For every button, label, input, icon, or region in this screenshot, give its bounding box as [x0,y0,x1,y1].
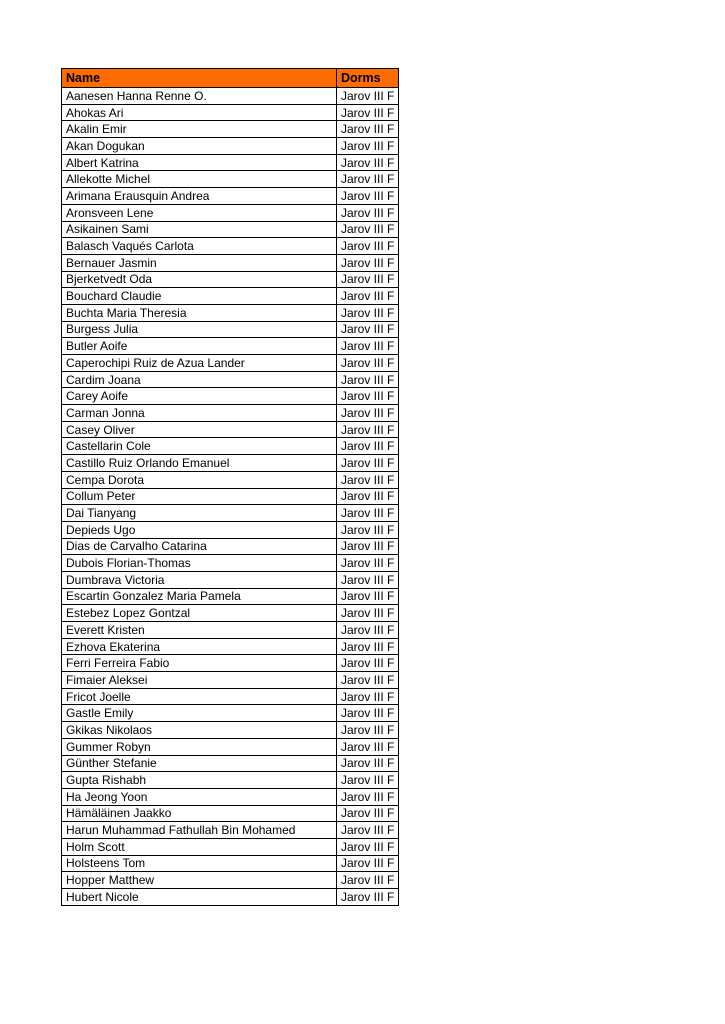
table-row [62,588,399,605]
table-row [62,88,399,105]
table-row [62,455,399,472]
name-cell: Akan Dogukan [62,138,337,155]
dorm-cell: Jarov III F [337,438,399,455]
name-cell: Gkikas Nikolaos [62,722,337,739]
dorm-cell: Jarov III F [337,338,399,355]
table-row [62,288,399,305]
table-row [62,872,399,889]
dorm-cell: Jarov III F [337,188,399,205]
dorm-cell: Jarov III F [337,138,399,155]
dorm-cell: Jarov III F [337,471,399,488]
name-cell: Hubert Nicole [62,889,337,906]
name-cell: Collum Peter [62,488,337,505]
dorm-cell: Jarov III F [337,104,399,121]
name-cell: Hopper Matthew [62,872,337,889]
table-row [62,788,399,805]
dorm-cell: Jarov III F [337,388,399,405]
dorm-cell: Jarov III F [337,838,399,855]
name-cell: Holm Scott [62,838,337,855]
name-cell: Gastle Emily [62,705,337,722]
dorm-cell: Jarov III F [337,288,399,305]
table-row [62,855,399,872]
name-cell: Dubois Florian-Thomas [62,555,337,572]
table-row [62,488,399,505]
dorm-cell: Jarov III F [337,171,399,188]
table-row [62,638,399,655]
table-row [62,254,399,271]
name-cell: Gupta Rishabh [62,772,337,789]
table-row [62,521,399,538]
table-row [62,622,399,639]
table-row [62,555,399,572]
dorm-cell: Jarov III F [337,655,399,672]
name-cell: Harun Muhammad Fathullah Bin Mohamed [62,822,337,839]
table-row [62,304,399,321]
dorm-roster-table [61,68,399,906]
dorm-cell: Jarov III F [337,588,399,605]
dorm-cell: Jarov III F [337,405,399,422]
dorm-cell: Jarov III F [337,204,399,221]
name-cell: Dai Tianyang [62,505,337,522]
name-cell: Fricot Joelle [62,688,337,705]
dorm-cell: Jarov III F [337,638,399,655]
dorm-cell: Jarov III F [337,304,399,321]
name-cell: Gummer Robyn [62,738,337,755]
table-row [62,388,399,405]
dorm-cell: Jarov III F [337,271,399,288]
name-cell: Dias de Carvalho Catarina [62,538,337,555]
name-cell: Bouchard Claudie [62,288,337,305]
name-cell: Estebez Lopez Gontzal [62,605,337,622]
dorm-cell: Jarov III F [337,238,399,255]
dorm-cell: Jarov III F [337,321,399,338]
dorm-cell: Jarov III F [337,889,399,906]
dorm-cell: Jarov III F [337,88,399,105]
name-cell: Fimaier Aleksei [62,672,337,689]
table-row [62,238,399,255]
table-row [62,221,399,238]
table-row [62,755,399,772]
dorm-cell: Jarov III F [337,505,399,522]
name-cell: Holsteens Tom [62,855,337,872]
name-cell: Arimana Erausquin Andrea [62,188,337,205]
name-cell: Hämäläinen Jaakko [62,805,337,822]
dorm-cell: Jarov III F [337,455,399,472]
name-cell: Casey Oliver [62,421,337,438]
name-cell: Bernauer Jasmin [62,254,337,271]
table-row [62,538,399,555]
table-row [62,738,399,755]
dorm-cell: Jarov III F [337,355,399,372]
table-row [62,338,399,355]
name-cell: Ha Jeong Yoon [62,788,337,805]
table-row [62,571,399,588]
dorm-cell: Jarov III F [337,571,399,588]
dorm-cell: Jarov III F [337,822,399,839]
table-row [62,672,399,689]
dorm-cell: Jarov III F [337,605,399,622]
table-row [62,171,399,188]
name-cell: Caperochipi Ruiz de Azua Lander [62,355,337,372]
name-cell: Burgess Julia [62,321,337,338]
table-row [62,371,399,388]
table-row [62,605,399,622]
column-header-name: Name [62,69,337,88]
table-row [62,705,399,722]
dorm-cell: Jarov III F [337,154,399,171]
name-cell: Everett Kristen [62,622,337,639]
name-cell: Ezhova Ekaterina [62,638,337,655]
dorm-cell: Jarov III F [337,722,399,739]
name-cell: Albert Katrina [62,154,337,171]
name-cell: Aanesen Hanna Renne O. [62,88,337,105]
table-row [62,655,399,672]
table-row [62,505,399,522]
table-row [62,688,399,705]
dorm-cell: Jarov III F [337,254,399,271]
name-cell: Escartin Gonzalez Maria Pamela [62,588,337,605]
table-row [62,889,399,906]
column-header-dorms: Dorms [337,69,399,88]
table-body [62,88,399,906]
dorm-cell: Jarov III F [337,788,399,805]
name-cell: Günther Stefanie [62,755,337,772]
table-row [62,188,399,205]
dorm-cell: Jarov III F [337,555,399,572]
name-cell: Depieds Ugo [62,521,337,538]
dorm-cell: Jarov III F [337,488,399,505]
dorm-cell: Jarov III F [337,622,399,639]
table-row [62,355,399,372]
name-cell: Ahokas Ari [62,104,337,121]
table-row [62,471,399,488]
dorm-cell: Jarov III F [337,805,399,822]
dorm-cell: Jarov III F [337,371,399,388]
table-row [62,722,399,739]
table-row [62,321,399,338]
name-cell: Cempa Dorota [62,471,337,488]
dorm-cell: Jarov III F [337,221,399,238]
name-cell: Ferri Ferreira Fabio [62,655,337,672]
name-cell: Buchta Maria Theresia [62,304,337,321]
dorm-cell: Jarov III F [337,688,399,705]
name-cell: Aronsveen Lene [62,204,337,221]
table-row [62,438,399,455]
name-cell: Allekotte Michel [62,171,337,188]
header-row [62,69,399,88]
name-cell: Balasch Vaqués Carlota [62,238,337,255]
table-row [62,772,399,789]
name-cell: Carman Jonna [62,405,337,422]
dorm-cell: Jarov III F [337,872,399,889]
dorm-cell: Jarov III F [337,121,399,138]
dorm-cell: Jarov III F [337,538,399,555]
table-row [62,271,399,288]
name-cell: Dumbrava Victoria [62,571,337,588]
table-row [62,154,399,171]
dorm-cell: Jarov III F [337,738,399,755]
name-cell: Castillo Ruiz Orlando Emanuel [62,455,337,472]
table-row [62,138,399,155]
name-cell: Carey Aoife [62,388,337,405]
table-row [62,405,399,422]
table-row [62,805,399,822]
dorm-cell: Jarov III F [337,672,399,689]
dorm-cell: Jarov III F [337,855,399,872]
name-cell: Bjerketvedt Oda [62,271,337,288]
name-cell: Castellarin Cole [62,438,337,455]
name-cell: Butler Aoife [62,338,337,355]
name-cell: Akalin Emir [62,121,337,138]
table-row [62,838,399,855]
name-cell: Cardim Joana [62,371,337,388]
table-row [62,421,399,438]
dorm-cell: Jarov III F [337,521,399,538]
dorm-cell: Jarov III F [337,755,399,772]
name-cell: Asikainen Sami [62,221,337,238]
dorm-cell: Jarov III F [337,772,399,789]
table-row [62,121,399,138]
table-row [62,204,399,221]
table-row [62,822,399,839]
table-row [62,104,399,121]
dorm-cell: Jarov III F [337,421,399,438]
dorm-cell: Jarov III F [337,705,399,722]
